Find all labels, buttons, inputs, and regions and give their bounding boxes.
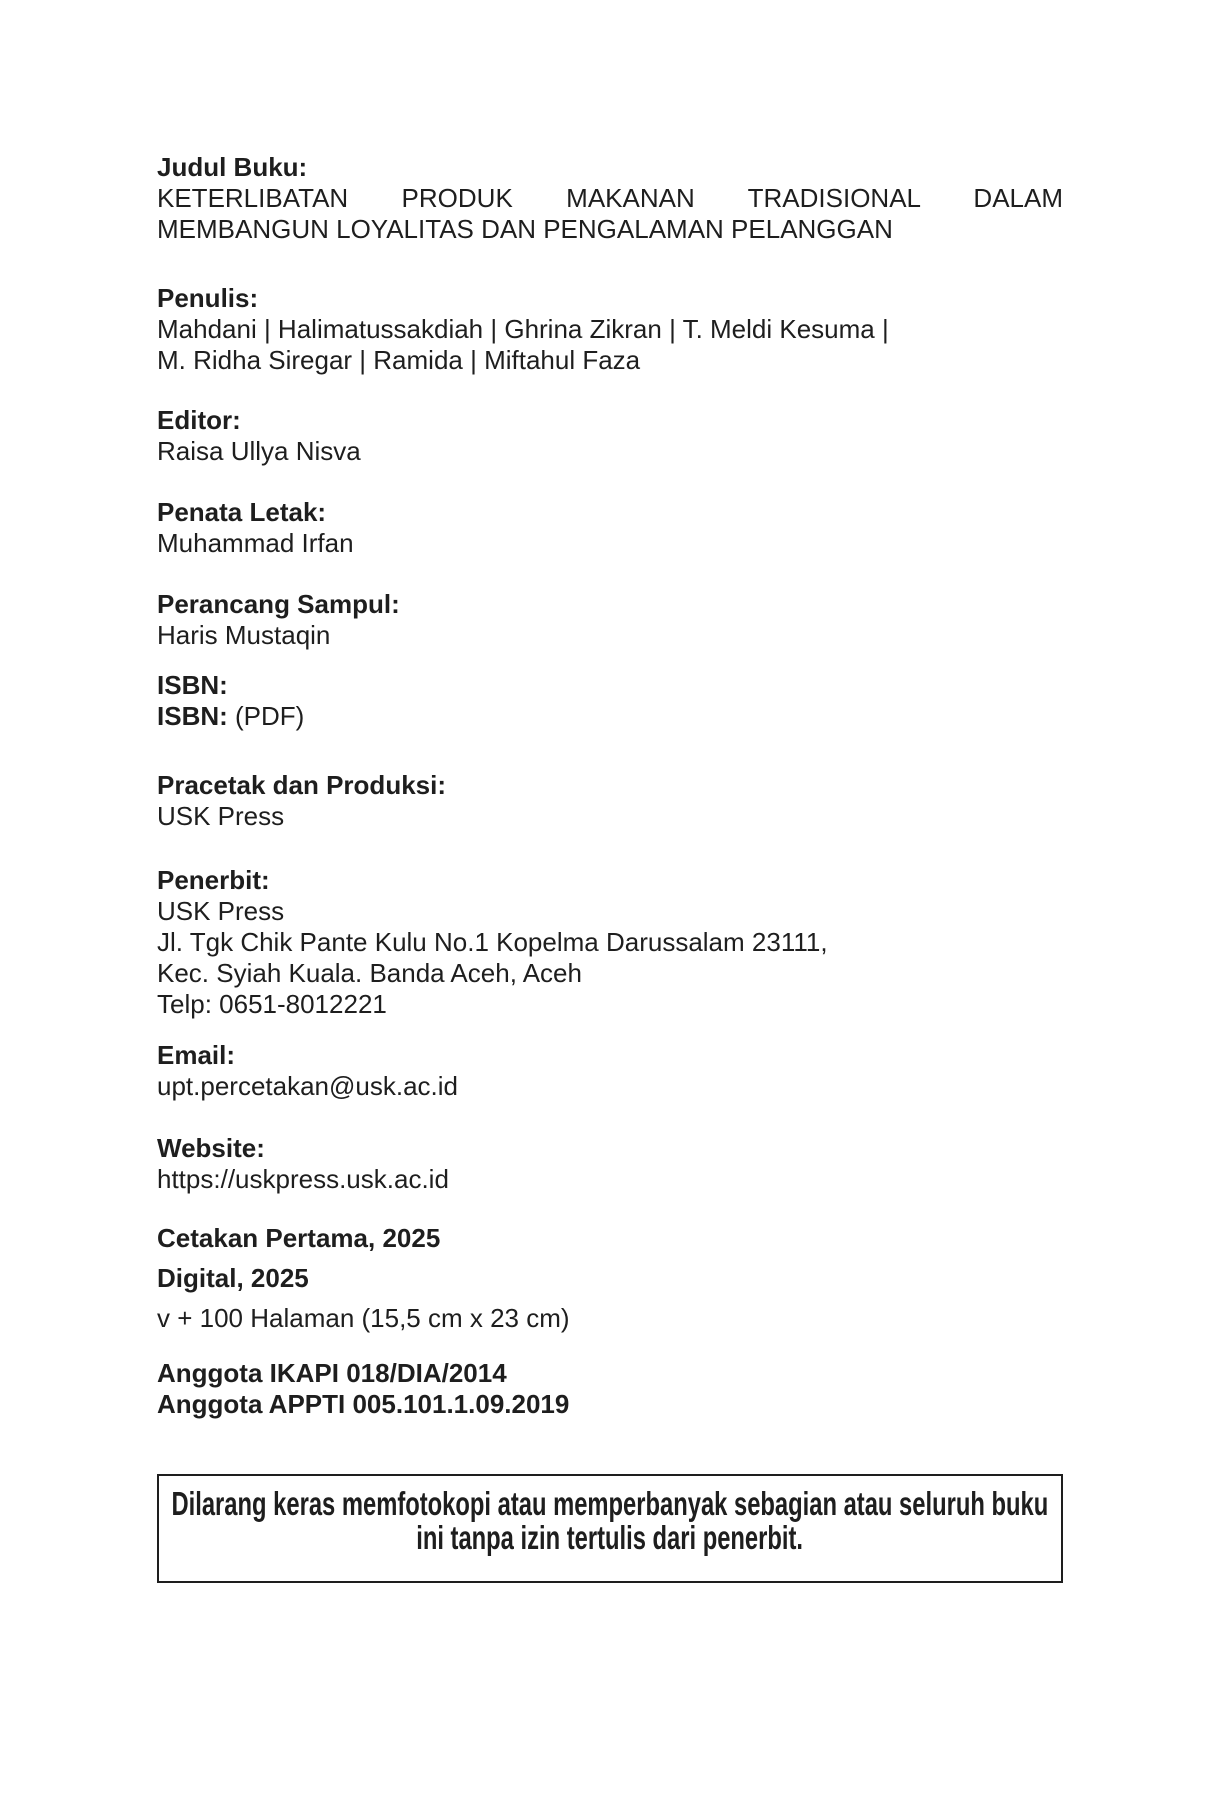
isbn-label: ISBN: <box>157 670 228 700</box>
copyright-notice-line-2-wrap <box>341 1519 878 1556</box>
editor-value: Raisa Ullya Nisva <box>157 436 361 466</box>
perancang-sampul-label: Perancang Sampul: <box>157 589 400 619</box>
section-isbn <box>157 670 1063 732</box>
pracetak-value: USK Press <box>157 801 285 831</box>
penerbit-telp: Telp: 0651-8012221 <box>157 989 387 1019</box>
cetakan-pertama: Cetakan Pertama, 2025 <box>157 1223 441 1253</box>
isbn-pdf-label: ISBN: <box>157 701 228 731</box>
section-email <box>157 1040 1063 1102</box>
website-value: https://uskpress.usk.ac.id <box>157 1164 449 1194</box>
colophon-content <box>157 152 1063 1583</box>
section-website <box>157 1133 1063 1195</box>
section-perancang-sampul <box>157 589 1063 651</box>
copyright-notice-box <box>157 1474 1063 1583</box>
penata-letak-label: Penata Letak: <box>157 497 327 527</box>
email-value: upt.percetakan@usk.ac.id <box>157 1071 459 1101</box>
anggota-appti: Anggota APPTI 005.101.1.09.2019 <box>157 1389 570 1419</box>
book-title-line-2: MEMBANGUN LOYALITAS DAN PENGALAMAN PELANGGAN <box>157 214 893 244</box>
cetakan-halaman: v + 100 Halaman (15,5 cm x 23 cm) <box>157 1303 570 1333</box>
section-penulis <box>157 283 1063 376</box>
perancang-sampul-value: Haris Mustaqin <box>157 620 331 650</box>
penerbit-address-line-2: Kec. Syiah Kuala. Banda Aceh, Aceh <box>157 958 582 988</box>
penata-letak-value: Muhammad Irfan <box>157 528 354 558</box>
copyright-notice-line-2: ini tanpa izin tertulis dari penerbit. <box>416 1519 804 1556</box>
section-keanggotaan <box>157 1358 1063 1420</box>
section-penerbit <box>157 865 1063 1020</box>
penulis-line-2: M. Ridha Siregar | Ramida | Miftahul Faza <box>157 345 641 375</box>
copyright-notice-line-1: Dilarang keras memfotokopi atau memperbanyak sebagian atau seluruh buku <box>171 1485 1049 1522</box>
section-penata-letak <box>157 497 1063 559</box>
website-label: Website: <box>157 1133 265 1163</box>
penulis-label: Penulis: <box>157 283 259 313</box>
penulis-line-1: Mahdani | Halimatussakdiah | Ghrina Zikran | T. Meldi Kesuma | <box>157 314 889 344</box>
email-label: Email: <box>157 1040 236 1070</box>
anggota-ikapi: Anggota IKAPI 018/DIA/2014 <box>157 1358 507 1388</box>
copyright-notice-line-1-wrap <box>1 1485 1219 1522</box>
penerbit-label: Penerbit: <box>157 865 270 895</box>
cetakan-digital: Digital, 2025 <box>157 1263 309 1293</box>
penerbit-name: USK Press <box>157 896 285 926</box>
isbn-pdf-line <box>157 701 1063 732</box>
pracetak-label: Pracetak dan Produksi: <box>157 770 446 800</box>
isbn-pdf-value: (PDF) <box>235 701 305 731</box>
penerbit-address-line-1: Jl. Tgk Chik Pante Kulu No.1 Kopelma Darussalam 23111, <box>157 927 828 957</box>
section-editor <box>157 405 1063 467</box>
book-title-line-1: KETERLIBATAN PRODUK MAKANAN TRADISIONAL DALAM <box>157 183 1063 213</box>
editor-label: Editor: <box>157 405 241 435</box>
section-pracetak-produksi <box>157 770 1063 832</box>
section-cetakan <box>157 1223 1063 1334</box>
judul-buku-label: Judul Buku: <box>157 152 308 182</box>
section-judul-buku <box>157 152 1063 245</box>
